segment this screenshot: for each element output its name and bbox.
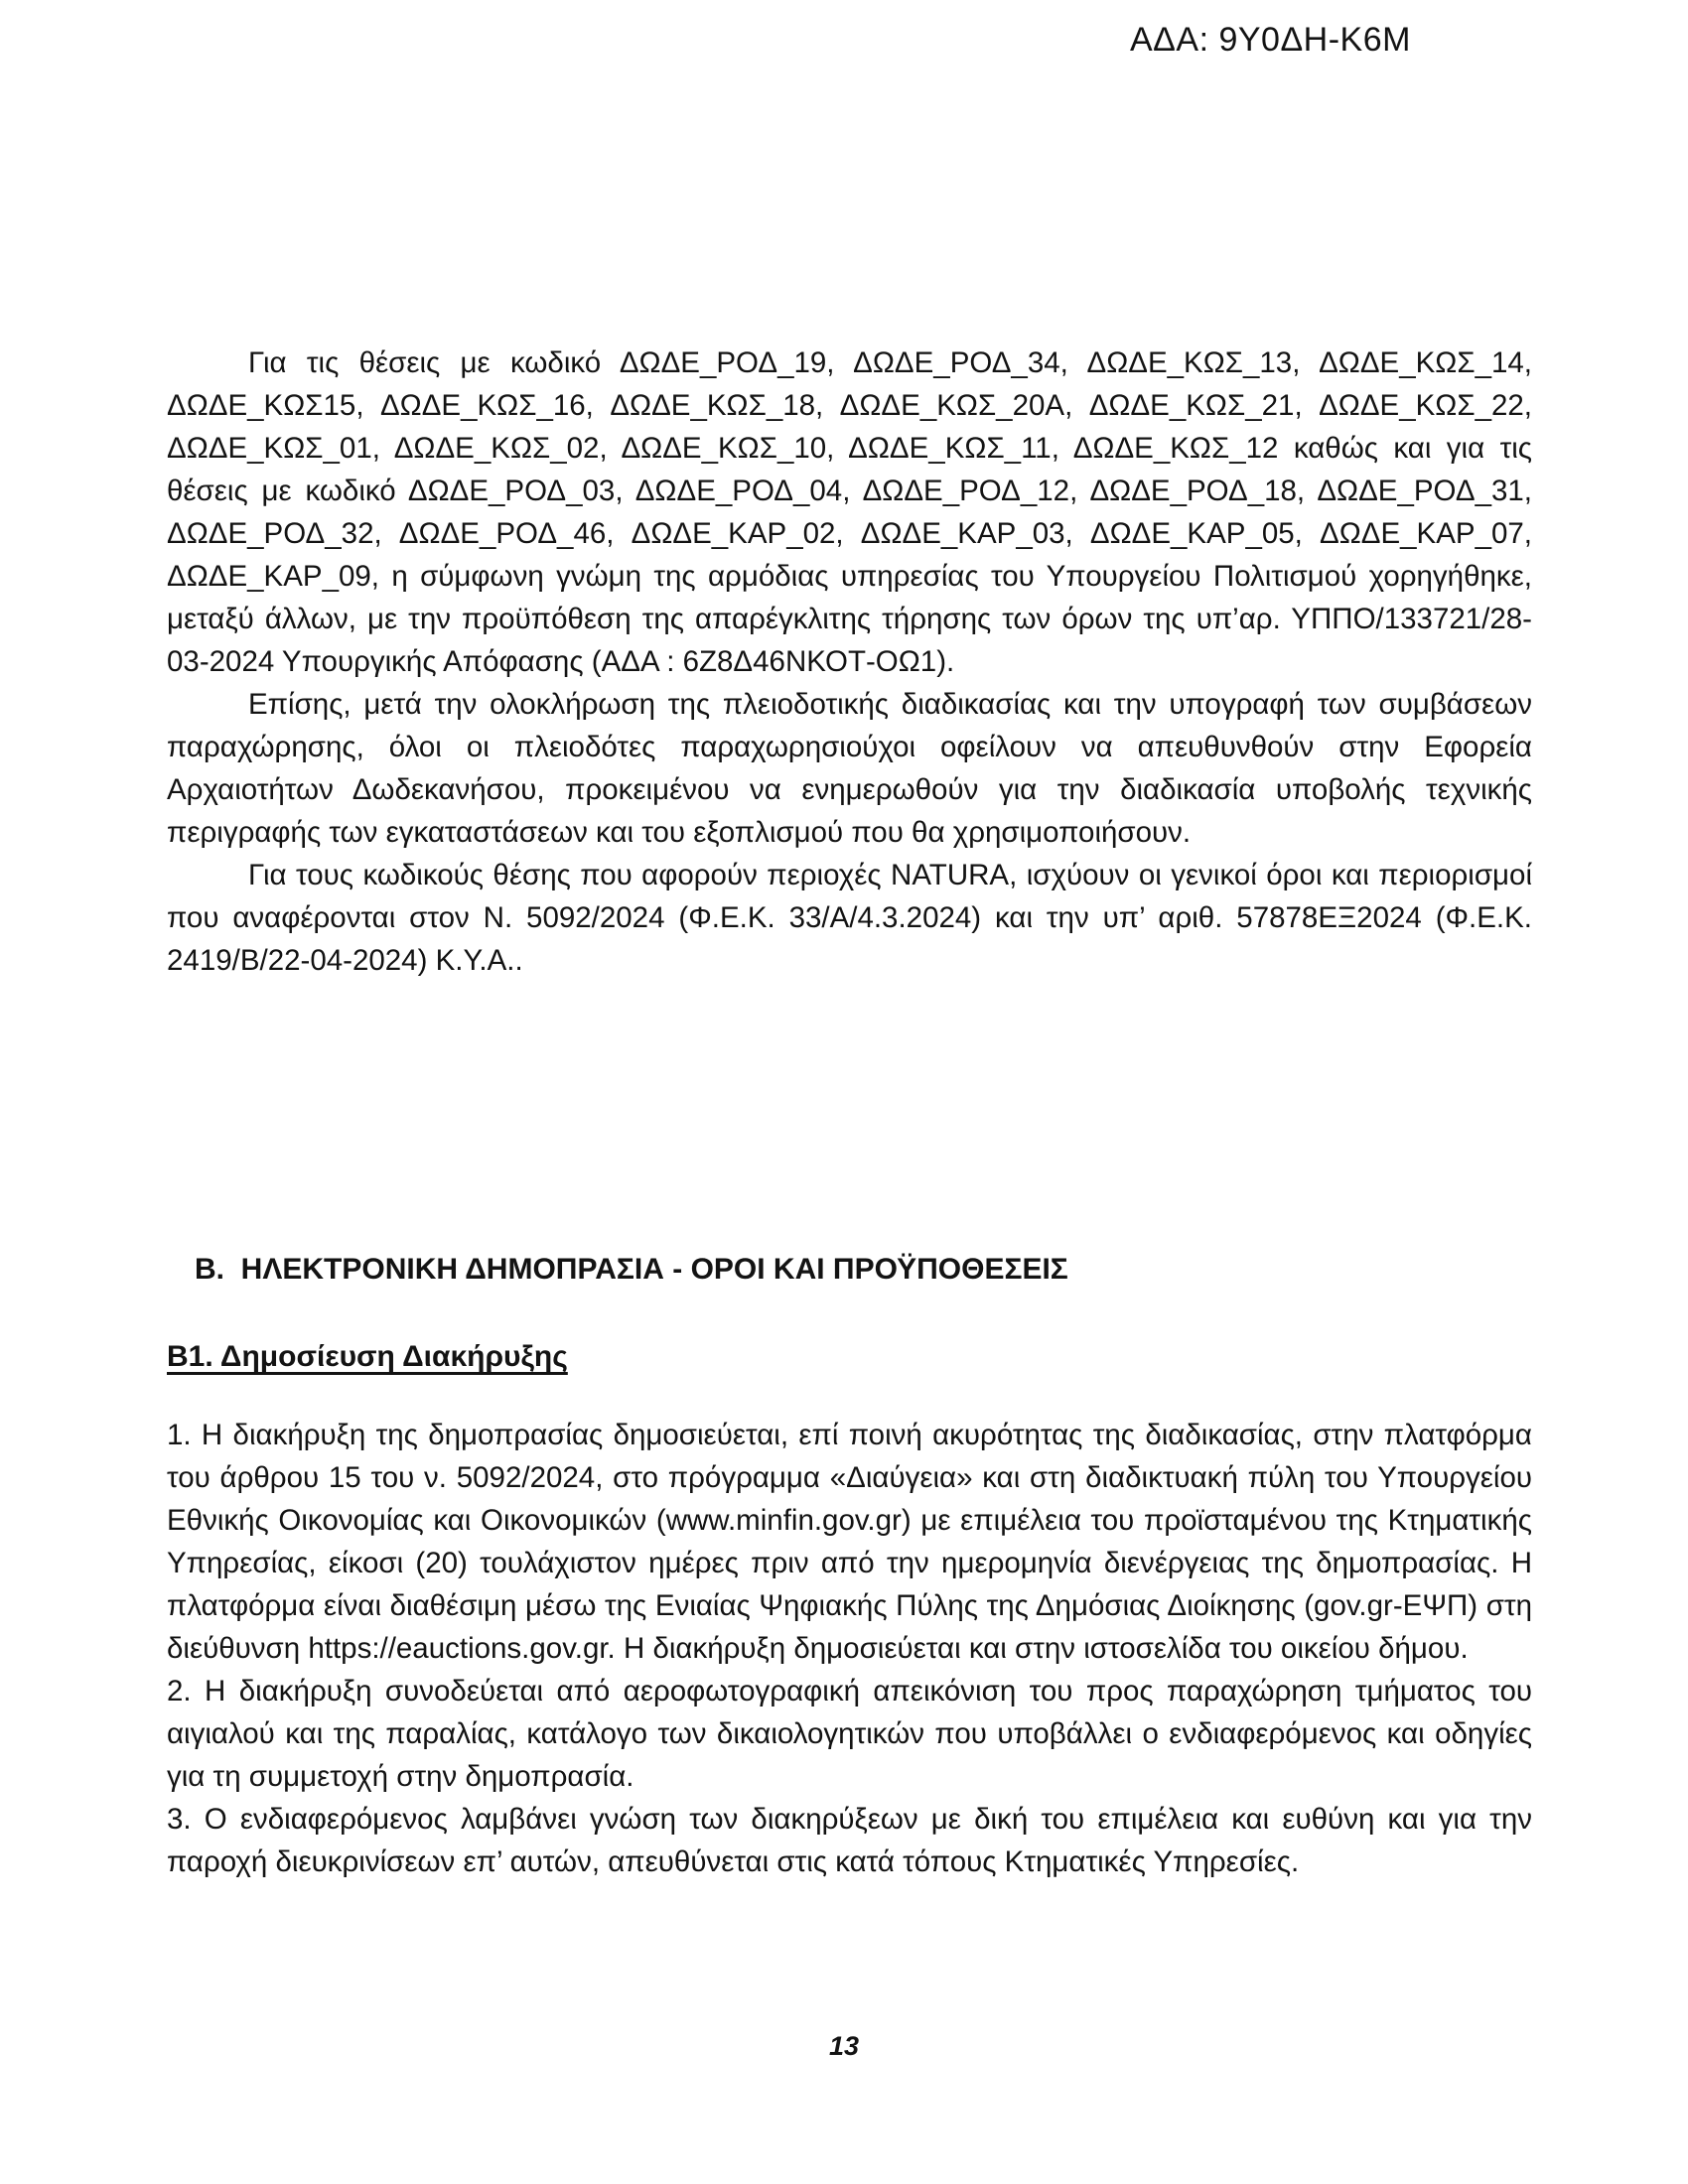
section-b-heading: Β. ΗΛΕΚΤΡΟΝΙΚΗ ΔΗΜΟΠΡΑΣΙΑ - ΟΡΟΙ ΚΑΙ ΠΡΟΫΠΟΘΕΣΕΙΣ [195, 1253, 1068, 1286]
paragraph-b1-item-2: 2. Η διακήρυξη συνοδεύεται από αεροφωτογραφική απεικόνιση του προς παραχώρηση τμήματος του αιγιαλού και της παραλίας, κατάλογο των δικαιολογητικών που υποβάλλει ο ενδιαφερόμενος και οδηγίες για τη συμμετοχή στην δημοπρασία. [167, 1675, 1532, 1793]
section-b1-subheading: Β1. Δημοσίευση Διακήρυξης [167, 1340, 568, 1373]
paragraph-natura-terms: Για τους κωδικούς θέσης που αφορούν περιοχές NATURA, ισχύουν οι γενικοί όροι και περιορισμοί που αναφέρονται στον Ν. 5092/2024 (Φ.Ε.Κ. 33/Α/4.3.2024) και την υπ’ αριθ. 57878ΕΞ2024 (Φ.Ε.Κ. 2419/Β/22-04-2024) Κ.Υ.Α.. [167, 859, 1532, 977]
ada-code: ΑΔΑ: 9Υ0ΔΗ-Κ6Μ [1130, 21, 1411, 59]
page-number: 13 [828, 2031, 860, 2061]
document-body [167, 341, 1532, 1883]
paragraph-b1-item-1: 1. Η διακήρυξη της δημοπρασίας δημοσιεύεται, επί ποινή ακυρότητας της διαδικασίας, στην πλατφόρμα του άρθρου 15 του ν. 5092/2024, στο πρόγραμμα «Διαύγεια» και στη διαδικτυακή πύλη του Υπουργείου Εθνικής Οικονομίας και Οικονομικών (www.minfin.gov.gr) με επιμέλεια του προϊσταμένου της Κτηματικής Υπηρεσίας, είκοσι (20) τουλάχιστον ημέρες πριν από την ημερομηνία διενέργειας της δημοπρασίας. Η πλατφόρμα είναι διαθέσιμη μέσω της Ενιαίας Ψηφιακής Πύλης της Δημόσιας Διοίκησης (gov.gr-ΕΨΠ) στη διεύθυνση https://eauctions.gov.gr. Η διακήρυξη δημοσιεύεται και στην ιστοσελίδα του οικείου δήμου. [167, 1419, 1532, 1665]
paragraph-b1-item-3: 3. Ο ενδιαφερόμενος λαμβάνει γνώση των διακηρύξεων με δική του επιμέλεια και ευθύνη και για την παροχή διευκρινίσεων επ’ αυτών, απευθύνεται στις κατά τόπους Κτηματικές Υπηρεσίες. [167, 1803, 1532, 1878]
paragraph-ephorate-notice: Επίσης, μετά την ολοκλήρωση της πλειοδοτικής διαδικασίας και την υπογραφή των συμβάσεων παραχώρησης, όλοι οι πλειοδότες παραχωρησιούχοι οφείλουν να απευθυνθούν στην Εφορεία Αρχαιοτήτων Δωδεκανήσου, προκειμένου να ενημερωθούν για την διαδικασία υποβολής τεχνικής περιγραφής των εγκαταστάσεων και του εξοπλισμού που θα χρησιμοποιήσουν. [167, 688, 1532, 849]
paragraph-positions-codes: Για τις θέσεις με κωδικό ΔΩΔΕ_ΡΟΔ_19, ΔΩΔΕ_ΡΟΔ_34, ΔΩΔΕ_ΚΩΣ_13, ΔΩΔΕ_ΚΩΣ_14, ΔΩΔΕ_ΚΩΣ15, ΔΩΔΕ_ΚΩΣ_16, ΔΩΔΕ_ΚΩΣ_18, ΔΩΔΕ_ΚΩΣ_20Α, ΔΩΔΕ_ΚΩΣ_21, ΔΩΔΕ_ΚΩΣ_22, ΔΩΔΕ_ΚΩΣ_01, ΔΩΔΕ_ΚΩΣ_02, ΔΩΔΕ_ΚΩΣ_10, ΔΩΔΕ_ΚΩΣ_11, ΔΩΔΕ_ΚΩΣ_12 καθώς και για τις θέσεις με κωδικό ΔΩΔΕ_ΡΟΔ_03, ΔΩΔΕ_ΡΟΔ_04, ΔΩΔΕ_ΡΟΔ_12, ΔΩΔΕ_ΡΟΔ_18, ΔΩΔΕ_ΡΟΔ_31, ΔΩΔΕ_ΡΟΔ_32, ΔΩΔΕ_ΡΟΔ_46, ΔΩΔΕ_ΚΑΡ_02, ΔΩΔΕ_ΚΑΡ_03, ΔΩΔΕ_ΚΑΡ_05, ΔΩΔΕ_ΚΑΡ_07, ΔΩΔΕ_ΚΑΡ_09, η σύμφωνη γνώμη της αρμόδιας υπηρεσίας του Υπουργείου Πολιτισμού χορηγήθηκε, μεταξύ άλλων, με την προϋπόθεση της απαρέγκλιτης τήρησης των όρων της υπ’αρ. ΥΠΠΟ/133721/28-03-2024 Υπουργικής Απόφασης (ΑΔΑ : 6Ζ8Δ46ΝΚΟΤ-ΟΩ1). [167, 346, 1532, 678]
